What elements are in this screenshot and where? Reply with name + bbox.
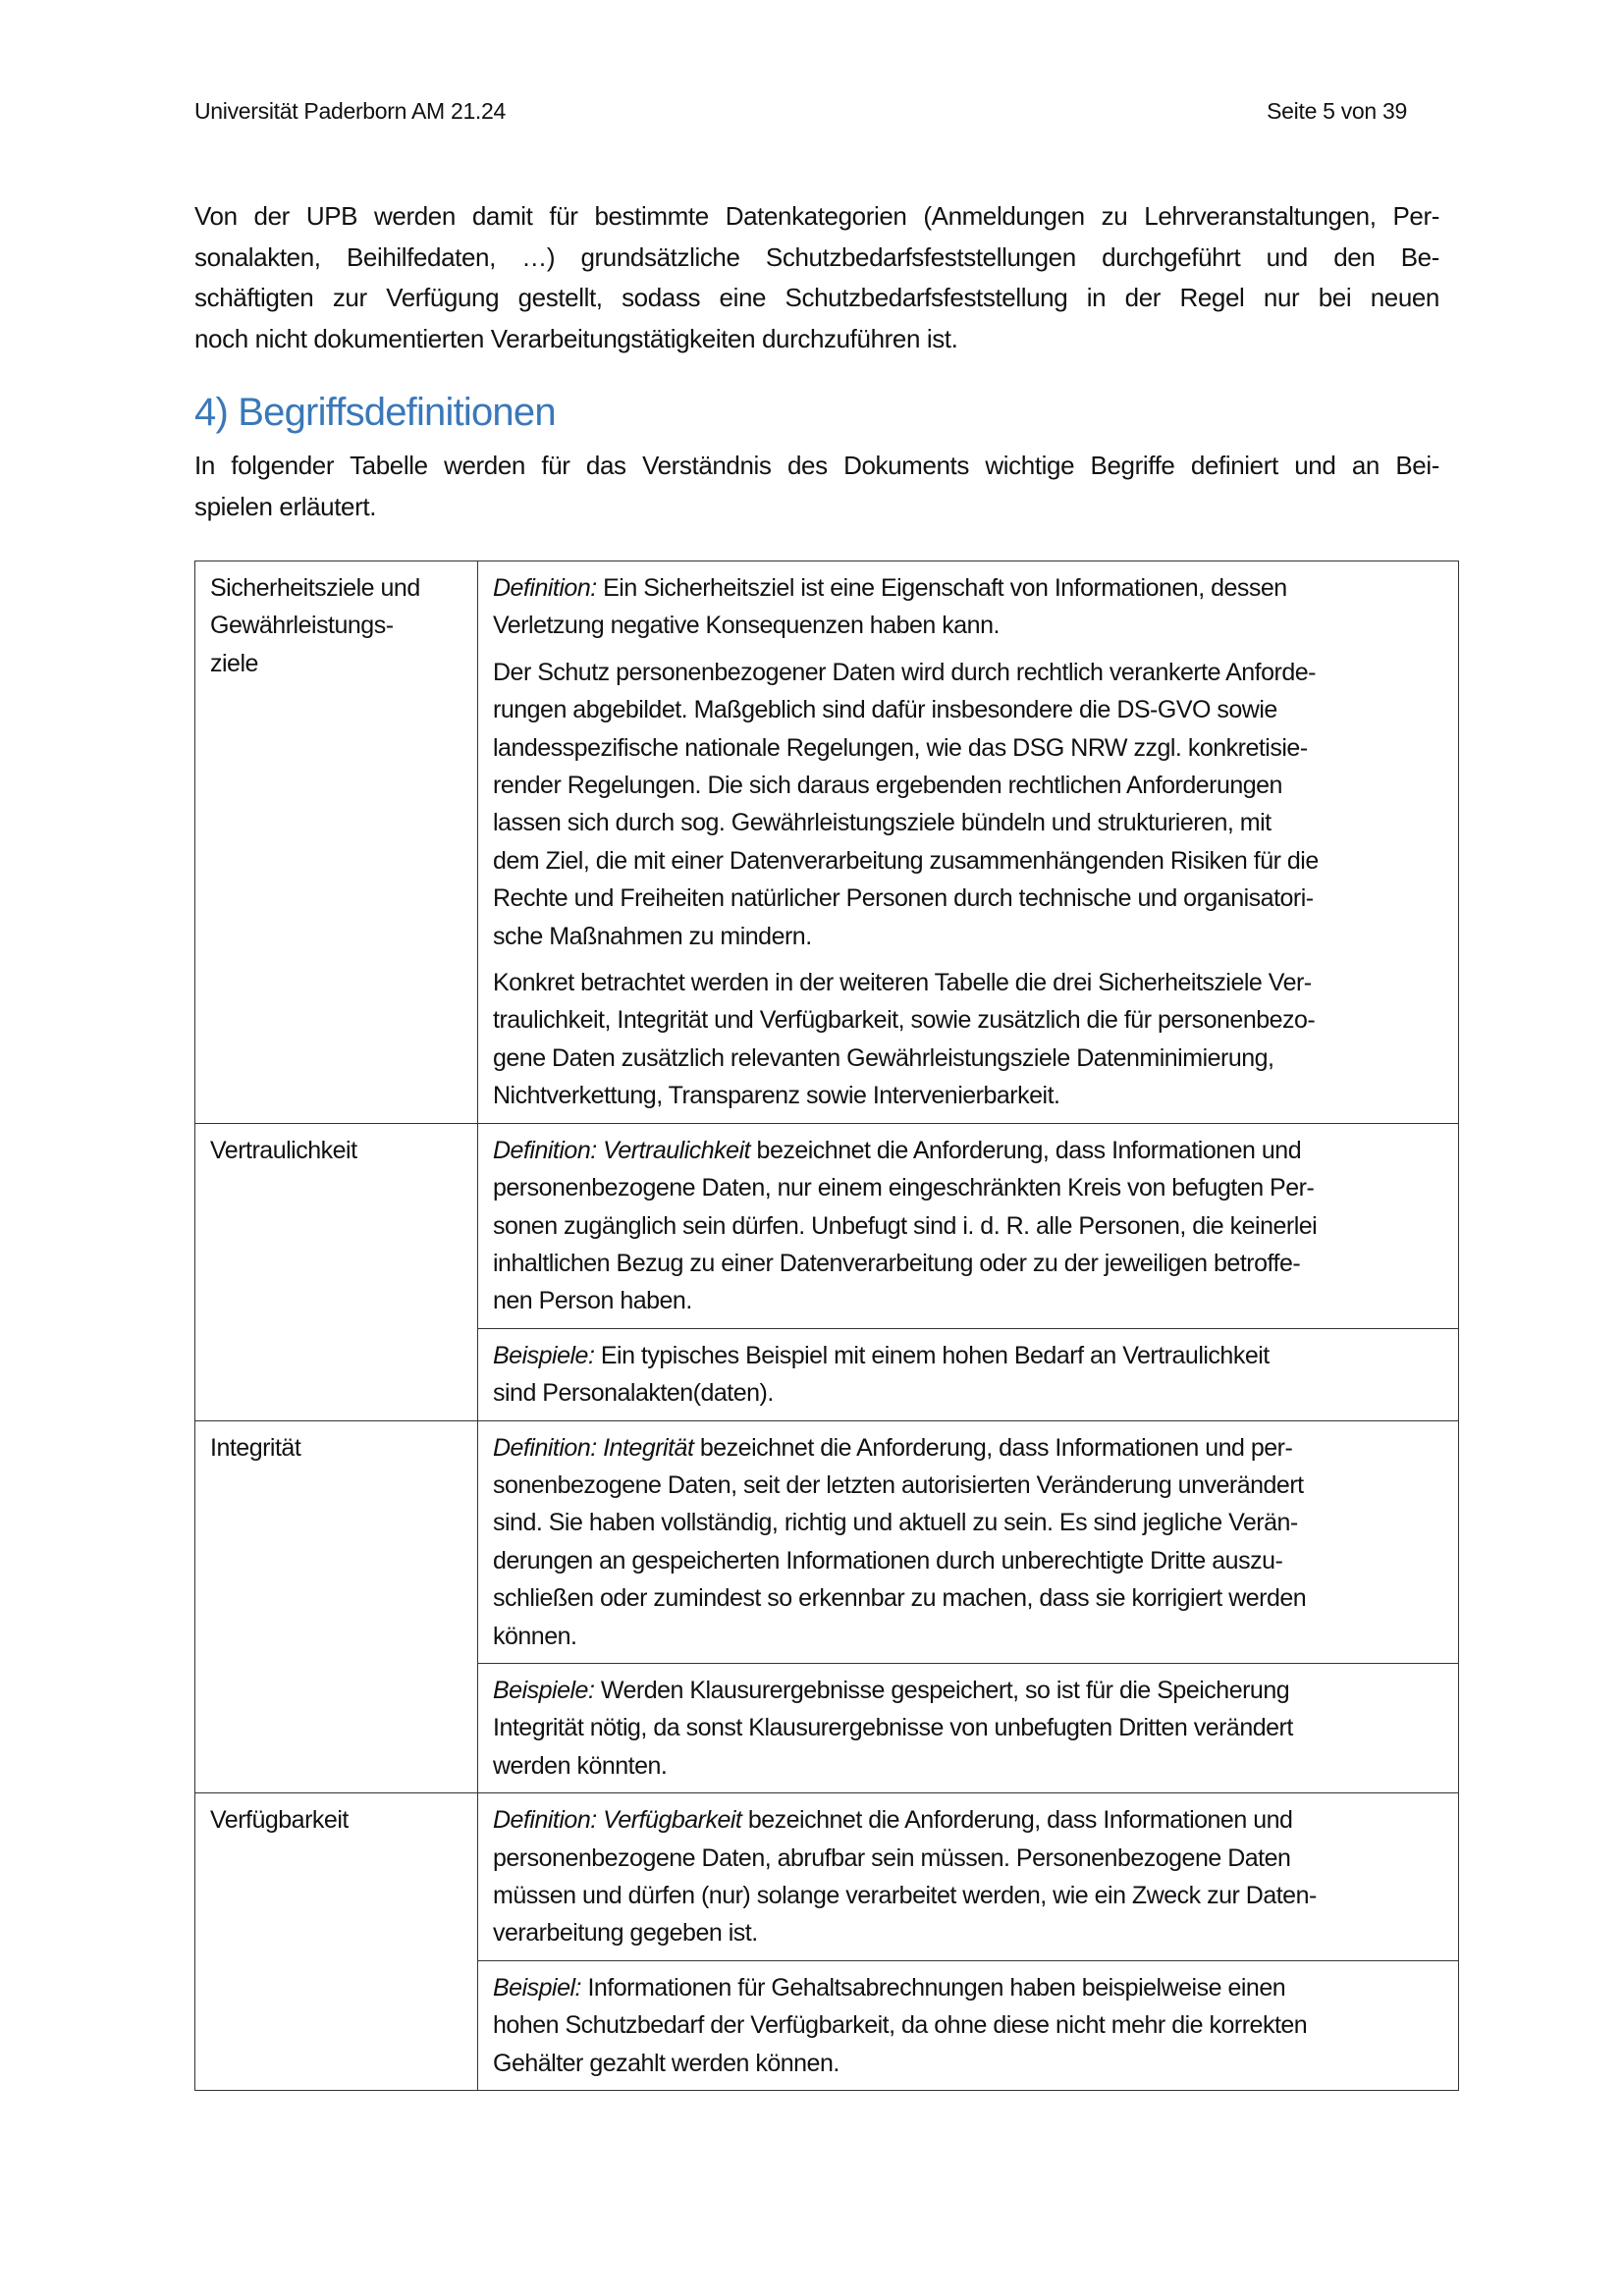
page-number: Seite 5 von 39 <box>1267 98 1407 124</box>
label-italic: Definition: Verfügbarkeit <box>493 1806 742 1835</box>
cell-paragraph <box>493 1969 1448 2082</box>
table-row <box>195 1793 1459 1961</box>
text-line <box>493 607 1448 644</box>
line-text: sche Maßnahmen zu mindern. <box>493 922 812 950</box>
term-line: Verfügbarkeit <box>210 1806 349 1835</box>
cell-paragraph <box>493 1801 1448 1952</box>
line-text: rungen abgebildet. Maßgeblich sind dafür insbesondere die DS-GVO sowie <box>493 696 1277 724</box>
lead-paragraph <box>194 446 1439 527</box>
line-text: nen Person haben. <box>493 1287 692 1315</box>
text-line <box>493 1969 1448 2006</box>
line-text: müssen und dürfen (nur) solange verarbeitet werden, wie ein Zweck zur Daten- <box>493 1882 1317 1909</box>
text-line <box>493 804 1448 841</box>
cell-paragraph <box>493 964 1448 1115</box>
label-italic: Beispiel: <box>493 1973 581 2002</box>
line-text: Ein Sicherheitsziel ist eine Eigenschaft von Informationen, dessen <box>596 574 1287 602</box>
label-italic: Beispiele: <box>493 1341 595 1369</box>
term-cell <box>195 561 478 1124</box>
label-italic: Definition: Vertraulichkeit <box>493 1136 751 1164</box>
section-heading-text: 4) Begriffsdefinitionen <box>194 391 556 434</box>
label-italic: Beispiele: <box>493 1676 595 1704</box>
text-line <box>493 2045 1448 2082</box>
text-line <box>493 964 1448 1001</box>
text-line <box>493 1618 1448 1655</box>
term-cell <box>195 1793 478 2091</box>
line-text: render Regelungen. Die sich daraus ergebenden rechtlichen Anforderungen <box>493 772 1282 800</box>
description-cell <box>478 1663 1459 1792</box>
line-text: derungen an gespeicherten Informationen durch unberechtigte Dritte auszu- <box>493 1546 1283 1575</box>
text-line <box>493 1801 1448 1839</box>
line-text: gene Daten zusätzlich relevanten Gewährleistungsziele Datenminimierung, <box>493 1043 1274 1072</box>
text-line <box>493 1374 1448 1412</box>
text-line <box>493 1840 1448 1877</box>
text-line <box>493 842 1448 880</box>
text-line <box>493 729 1448 767</box>
term-line: ziele <box>210 649 258 677</box>
text-line <box>493 918 1448 955</box>
line-text: landesspezifische nationale Regelungen, wie das DSG NRW zzgl. konkretisie- <box>493 733 1308 762</box>
text-line <box>493 1077 1448 1114</box>
text-line <box>493 654 1448 691</box>
term-line: Sicherheitsziele und <box>210 574 420 602</box>
line-text: verarbeitung gegeben ist. <box>493 1919 758 1948</box>
term-cell <box>195 1420 478 1793</box>
text-line <box>493 1709 1448 1746</box>
description-cell <box>478 1328 1459 1420</box>
cell-paragraph <box>493 1672 1448 1785</box>
line-text: personenbezogene Daten, abrufbar sein müssen. Personenbezogene Daten <box>493 1843 1291 1872</box>
term-cell <box>195 1123 478 1420</box>
line-text: dem Ziel, die mit einer Datenverarbeitung zusammenhängenden Risiken für die <box>493 846 1319 875</box>
description-cell <box>478 1123 1459 1328</box>
intro-paragraph <box>194 196 1439 359</box>
text-line <box>493 1001 1448 1039</box>
text-line <box>493 1169 1448 1206</box>
text-line <box>493 1877 1448 1914</box>
label-italic: Definition: Integrität <box>493 1433 694 1462</box>
text-line <box>493 1245 1448 1282</box>
cell-paragraph <box>493 569 1448 645</box>
line-text: Konkret betrachtet werden in der weiteren Tabelle die drei Sicherheitsziele Ver- <box>493 969 1312 997</box>
header-institution: Universität Paderborn AM 21.24 <box>194 98 507 124</box>
text-line <box>493 1579 1448 1617</box>
text-line <box>493 767 1448 804</box>
text-line: Von der UPB werden damit für bestimmte Datenkategorien (Anmeldungen zu Lehrveranstaltungen, Per- <box>194 201 1439 231</box>
text-line <box>493 691 1448 728</box>
line-text: inhaltlichen Bezug zu einer Datenverarbeitung oder zu der jeweiligen betroffe- <box>493 1249 1301 1277</box>
cell-paragraph <box>493 1337 1448 1413</box>
line-text: bezeichnet die Anforderung, dass Informationen und per- <box>693 1433 1293 1462</box>
text-line <box>493 1504 1448 1541</box>
text-line <box>493 1542 1448 1579</box>
line-text: sonen zugänglich sein dürfen. Unbefugt sind i. d. R. alle Personen, die keinerlei <box>493 1211 1318 1240</box>
cell-paragraph <box>493 654 1448 955</box>
table-row <box>195 561 1459 1124</box>
text-line: spielen erläutert. <box>194 491 377 521</box>
line-text: Informationen für Gehaltsabrechnungen haben beispielweise einen <box>581 1973 1286 2002</box>
label-italic: Definition: <box>493 574 597 602</box>
text-line <box>493 2006 1448 2044</box>
line-text: Integrität nötig, da sonst Klausurergebnisse von unbefugten Dritten verändert <box>493 1714 1293 1742</box>
text-line <box>493 1914 1448 1951</box>
text-line: schäftigten zur Verfügung gestellt, sodass eine Schutzbedarfsfeststellung in der Regel nur bei neuen <box>194 283 1439 312</box>
line-text: Der Schutz personenbezogener Daten wird durch rechtlich verankerte Anforde- <box>493 658 1316 686</box>
line-text: Verletzung negative Konsequenzen haben kann. <box>493 612 1000 640</box>
term-line: Integrität <box>210 1433 301 1462</box>
text-line <box>493 1337 1448 1374</box>
description-cell <box>478 1420 1459 1663</box>
line-text: Rechte und Freiheiten natürlicher Personen durch technische und organisatori- <box>493 884 1314 913</box>
text-line <box>493 880 1448 917</box>
text-line <box>493 1207 1448 1245</box>
text-line <box>493 1747 1448 1785</box>
text-line: noch nicht dokumentierten Verarbeitungstätigkeiten durchzuführen ist. <box>194 323 958 353</box>
line-text: Werden Klausurergebnisse gespeichert, so ist für die Speicherung <box>594 1676 1290 1704</box>
table-row <box>195 1123 1459 1328</box>
cell-paragraph <box>493 1132 1448 1320</box>
line-text: sind Personalakten(daten). <box>493 1379 774 1408</box>
text-line <box>493 1672 1448 1709</box>
text-line <box>493 1467 1448 1504</box>
text-line <box>493 1132 1448 1169</box>
text-line <box>493 1429 1448 1467</box>
line-text: personenbezogene Daten, nur einem eingeschränkten Kreis von befugten Per- <box>493 1174 1315 1202</box>
table-row <box>195 1420 1459 1663</box>
running-header-right <box>1267 98 1407 125</box>
running-header-left <box>194 98 506 125</box>
line-text: bezeichnet die Anforderung, dass Informationen und <box>741 1806 1293 1835</box>
line-text: sind. Sie haben vollständig, richtig und aktuell zu sein. Es sind jegliche Verän- <box>493 1509 1298 1537</box>
line-text: bezeichnet die Anforderung, dass Informationen und <box>750 1136 1302 1164</box>
term-line: Gewährleistungs- <box>210 612 394 640</box>
line-text: schließen oder zumindest so erkennbar zu machen, dass sie korrigiert werden <box>493 1584 1307 1613</box>
text-line: sonalakten, Beihilfedaten, …) grundsätzliche Schutzbedarfsfeststellungen durchgeführt und den Be- <box>194 241 1439 272</box>
line-text: traulichkeit, Integrität und Verfügbarkeit, sowie zusätzlich die für personenbezo- <box>493 1006 1316 1035</box>
line-text: können. <box>493 1622 577 1650</box>
line-text: Nichtverkettung, Transparenz sowie Intervenierbarkeit. <box>493 1082 1060 1110</box>
cell-paragraph <box>493 1429 1448 1655</box>
definitions-table <box>194 561 1459 2091</box>
line-text: werden könnten. <box>493 1751 668 1780</box>
term-line: Vertraulichkeit <box>210 1136 357 1164</box>
line-text: hohen Schutzbedarf der Verfügbarkeit, da ohne diese nicht mehr die korrekten <box>493 2011 1308 2040</box>
description-cell <box>478 1793 1459 1961</box>
line-text: lassen sich durch sog. Gewährleistungsziele bündeln und strukturieren, mit <box>493 809 1272 837</box>
text-line: In folgender Tabelle werden für das Verständnis des Dokuments wichtige Begriffe definiert und an Bei- <box>194 451 1439 480</box>
description-cell <box>478 561 1459 1124</box>
description-cell <box>478 1960 1459 2090</box>
line-text: Gehälter gezahlt werden können. <box>493 2049 839 2077</box>
section-heading <box>194 391 556 435</box>
line-text: sonenbezogene Daten, seit der letzten autorisierten Veränderung unverändert <box>493 1470 1304 1499</box>
text-line <box>493 1040 1448 1077</box>
text-line <box>493 569 1448 607</box>
line-text: Ein typisches Beispiel mit einem hohen Bedarf an Vertraulichkeit <box>594 1341 1270 1369</box>
text-line <box>493 1282 1448 1319</box>
